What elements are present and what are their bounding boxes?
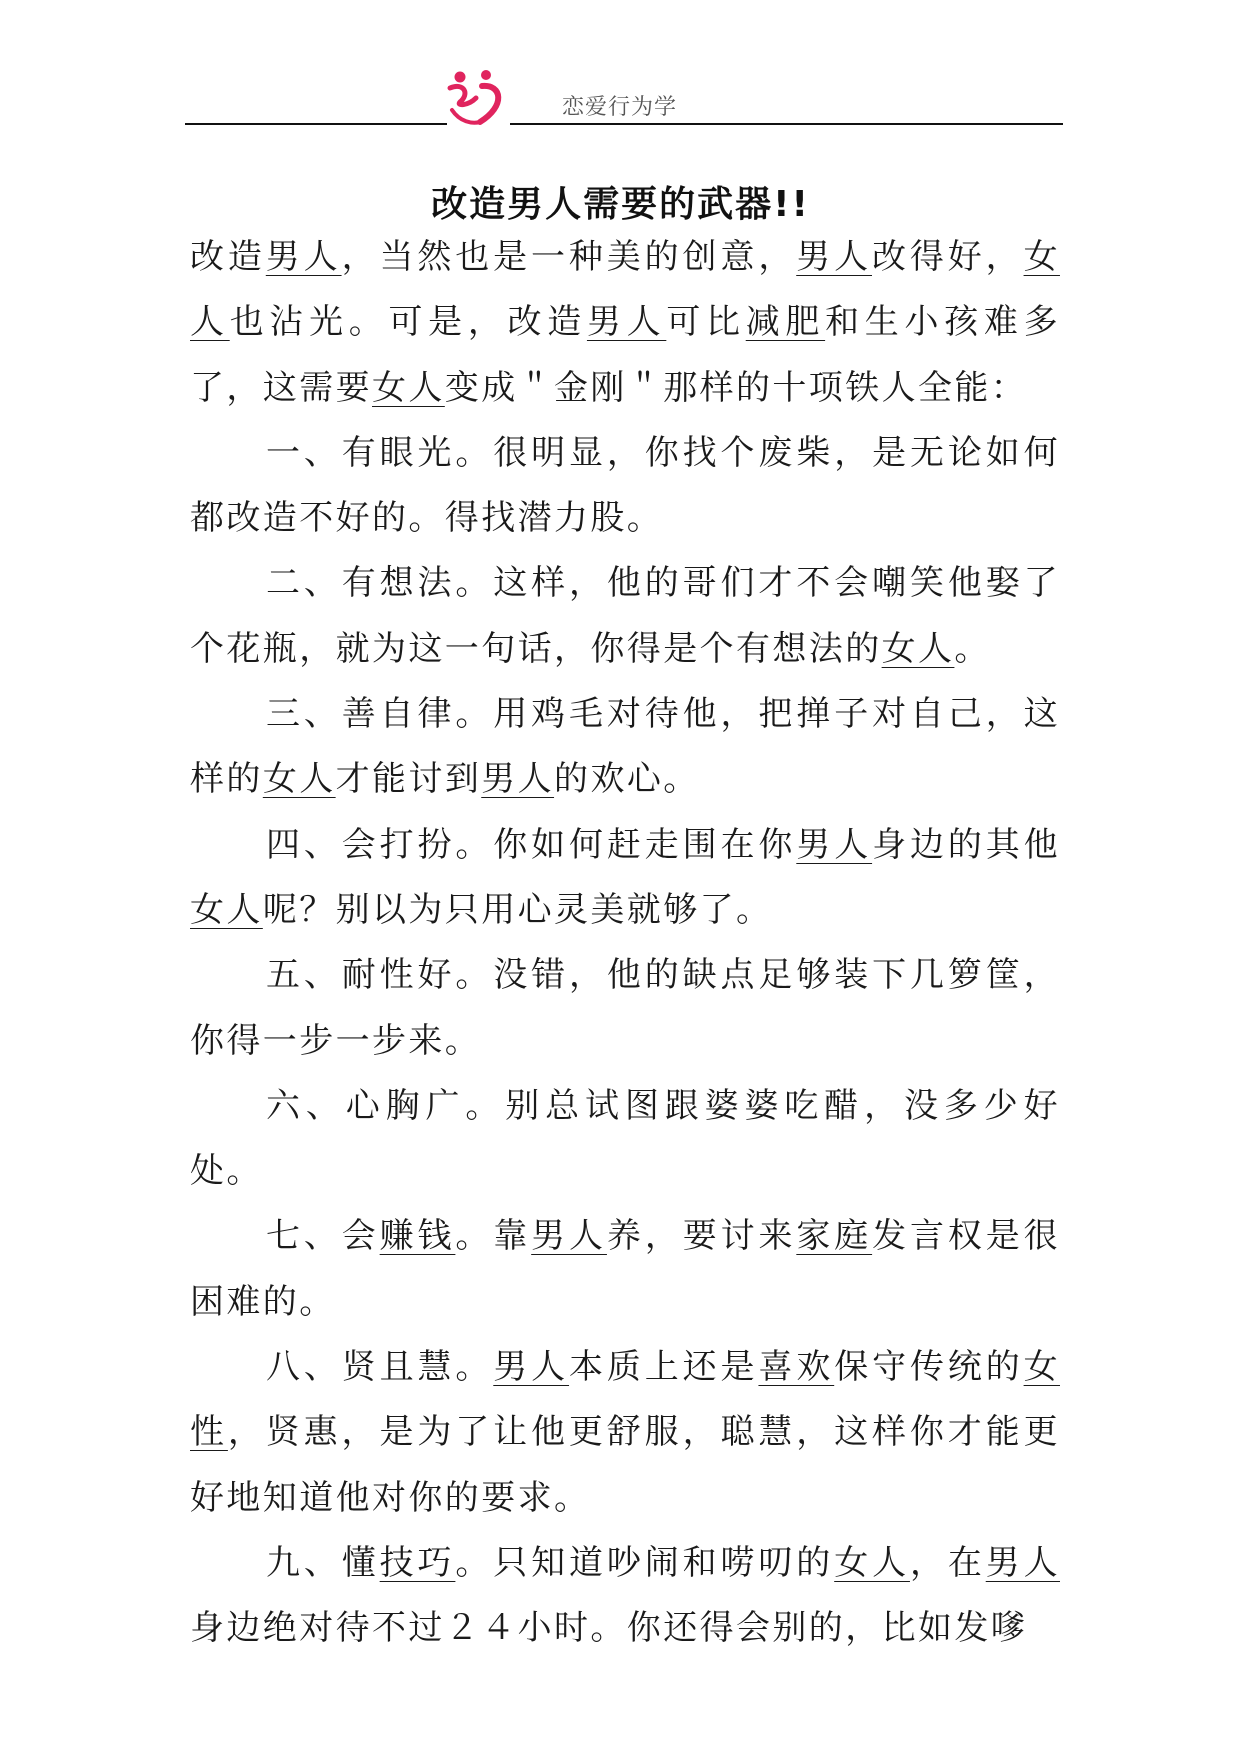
paragraph [190, 682, 1060, 813]
keyword-link[interactable]: 女人 [262, 759, 336, 800]
keyword-link[interactable]: 女人 [190, 237, 1060, 343]
text-run: 改得好， [872, 237, 1024, 277]
keyword-link[interactable]: 女性 [190, 1347, 1060, 1453]
keyword-link[interactable]: 女人 [190, 889, 263, 930]
paragraph [190, 943, 1060, 1074]
text-run: 九、懂 [266, 1542, 380, 1583]
text-run: 也沾光。可是，改造 [229, 302, 587, 343]
keyword-link[interactable]: 喜欢 [758, 1347, 835, 1388]
article-body [190, 225, 1060, 1662]
site-name: 恋爱行为学 [562, 95, 678, 120]
text-run: 养，要讨来 [606, 1216, 797, 1257]
text-run: 二、有想法。这样，他的哥们才不会嘲笑他娶了个花瓶，就为这一句话，你得是个有想法的 [190, 563, 1060, 669]
paragraph [190, 551, 1060, 682]
text-run: ，当然也是一种美的创意， [341, 237, 797, 277]
keyword-link[interactable]: 男人 [985, 1542, 1060, 1583]
text-run: 本质上还是 [569, 1347, 759, 1388]
text-run: 五、耐性好。没错，他的缺点足够装下几箩筐，你得一步一步来。 [190, 955, 1060, 1061]
keyword-link[interactable]: 男人 [531, 1216, 607, 1257]
keyword-link[interactable]: 男人 [265, 237, 342, 277]
keyword-link[interactable]: 女人 [372, 367, 445, 408]
text-run: 可比 [666, 302, 746, 343]
paragraph [190, 813, 1060, 944]
text-run: 三、善自律。用鸡毛对待他，把掸子对自己，这样的 [190, 694, 1060, 800]
heart-figures-icon [446, 68, 510, 128]
paragraph [190, 1074, 1060, 1205]
keyword-link[interactable]: 减肥 [745, 302, 826, 343]
text-run: 。只知道吵闹和唠叨的 [455, 1542, 835, 1583]
text-run: 。靠 [455, 1216, 532, 1257]
text-run: 身边的其他 [872, 824, 1060, 865]
paragraph [190, 1204, 1060, 1335]
page-header [0, 0, 1241, 140]
keyword-link[interactable]: 女人 [881, 628, 955, 669]
text-run: 四、会打扮。你如何赶走围在你 [266, 824, 797, 865]
text-run: 改造 [190, 237, 266, 277]
text-run: 七、会 [266, 1216, 380, 1257]
text-run: 六、心胸广。别总试图跟婆婆吃醋，没多少好处。 [190, 1085, 1060, 1192]
keyword-link[interactable]: 女人 [834, 1542, 910, 1583]
paragraph [190, 225, 1060, 421]
keyword-link[interactable]: 男人 [796, 237, 872, 277]
keyword-link[interactable]: 男人 [493, 1347, 570, 1388]
header-rule-right [510, 123, 1063, 125]
text-run: 呢？别以为只用心灵美就够了。 [262, 889, 773, 930]
text-run: ，在 [909, 1542, 986, 1583]
keyword-link[interactable]: 家庭 [796, 1216, 873, 1257]
paragraph [190, 1531, 1060, 1662]
article-title: 改造男人需要的武器!! [431, 184, 810, 225]
text-run: 一、有眼光。很明显，你找个废柴，是无论如何都改造不好的。得找潜力股。 [190, 432, 1060, 539]
text-run: 身边绝对待不过２４小时。你还得会别的，比如发嗲 [190, 1608, 1028, 1649]
paragraph [190, 421, 1060, 552]
text-run: ，贤惠，是为了让他更舒服，聪慧，这样你才能更好地知道他对你的要求。 [190, 1412, 1060, 1518]
text-run: 保守传统的 [834, 1347, 1024, 1388]
text-run: 和生小孩难多了，这需要 [190, 302, 1060, 408]
header-rule-left [185, 123, 447, 125]
text-run: 发言权是很困难的。 [190, 1216, 1061, 1322]
paragraph [190, 1335, 1060, 1531]
keyword-link[interactable]: 男人 [586, 302, 667, 343]
keyword-link[interactable]: 男人 [796, 824, 873, 865]
keyword-link[interactable]: 男人 [481, 759, 555, 800]
keyword-link[interactable]: 赚钱 [379, 1216, 456, 1257]
text-run: 的欢心。 [554, 759, 700, 800]
text-run: 。 [954, 628, 991, 669]
text-run: 才能讨到 [335, 759, 482, 800]
text-run: 变成＂金刚＂那样的十项铁人全能： [444, 367, 1028, 408]
keyword-link[interactable]: 技巧 [379, 1542, 456, 1583]
text-run: 八、贤且慧。 [266, 1347, 494, 1388]
